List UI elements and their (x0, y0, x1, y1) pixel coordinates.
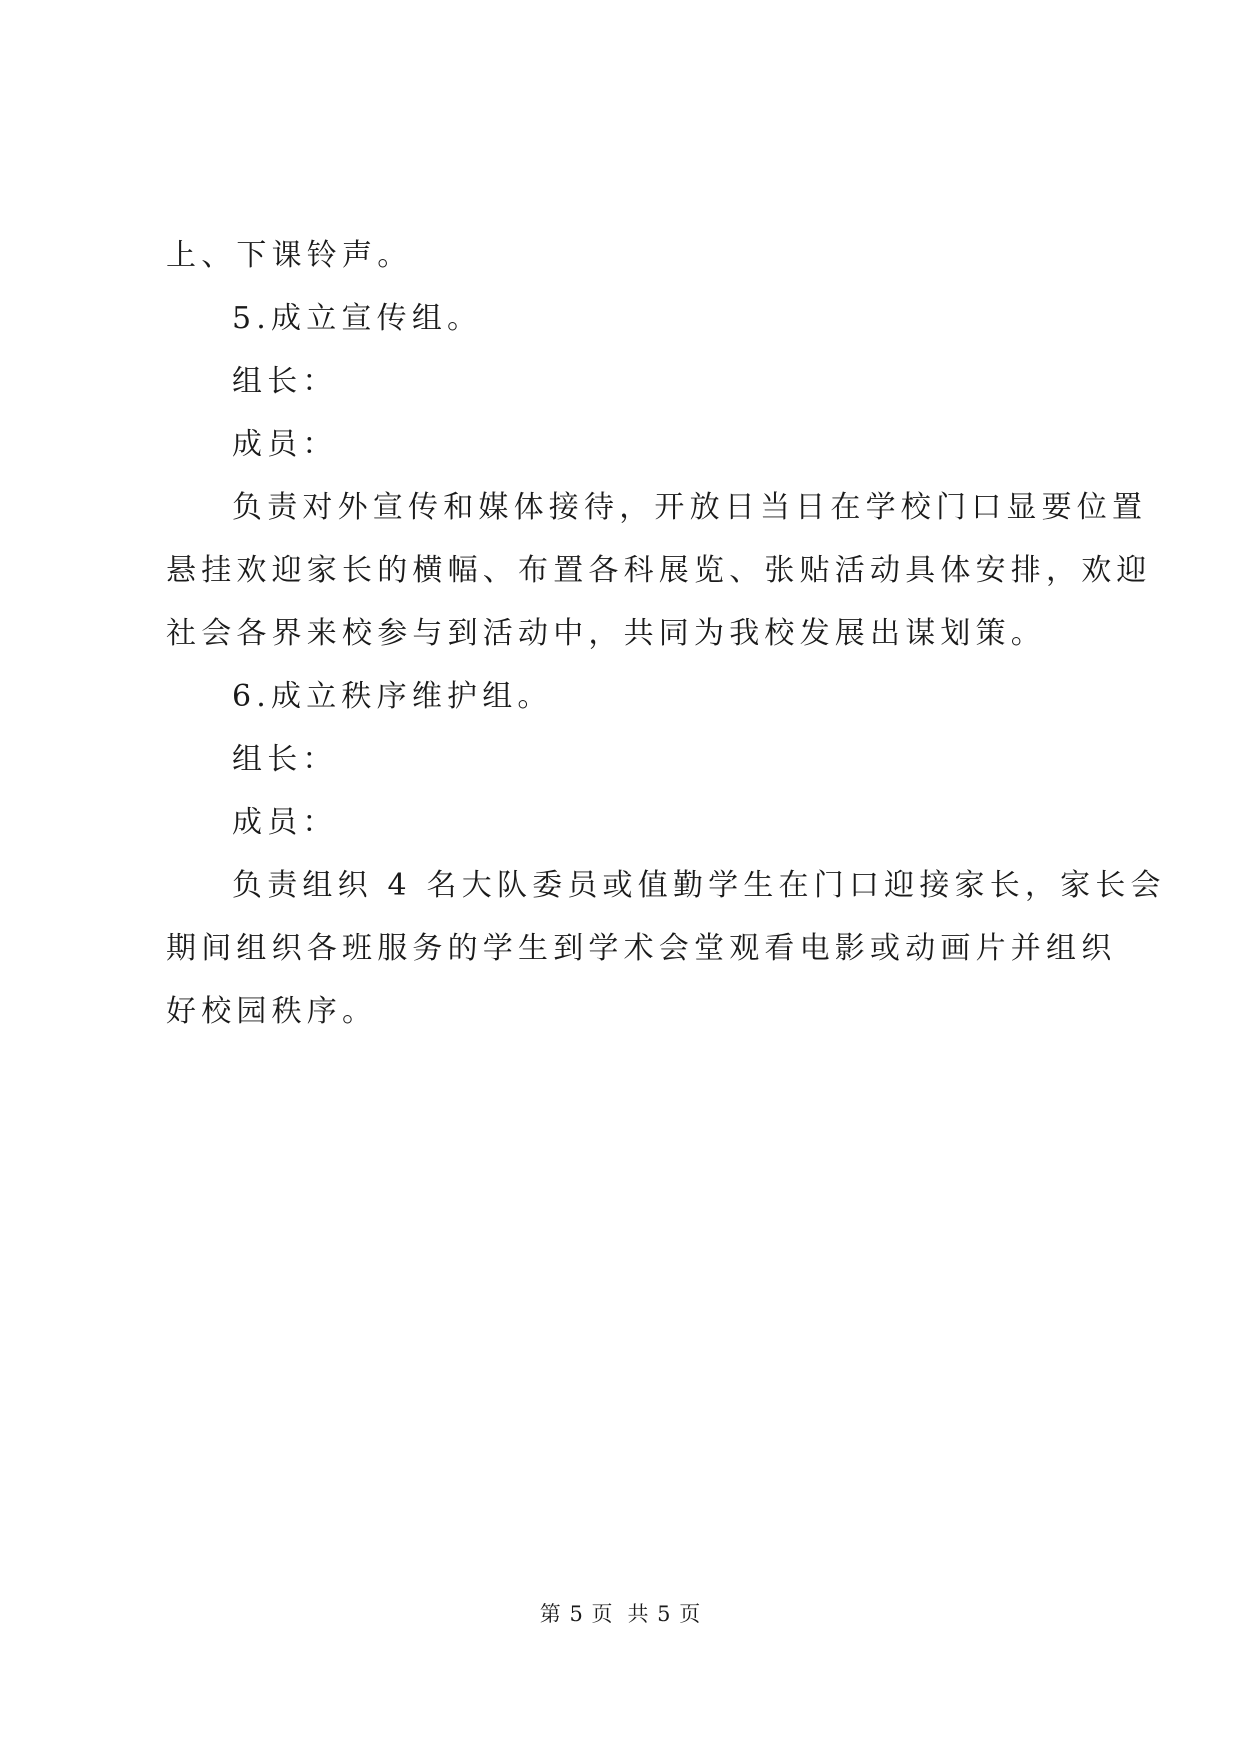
group-leader-label: 组长： (232, 742, 338, 777)
paragraph-line: 社会各界来校参与到活动中，共同为我校发展出谋划策。 (166, 616, 1046, 651)
section-heading-order: 6.成立秩序维护组。 (232, 679, 553, 714)
page-footer (0, 1598, 1241, 1628)
page-number: 第 5 页 (539, 1602, 614, 1626)
group-members-label: 成员： (232, 805, 338, 840)
group-leader-label: 组长： (232, 364, 338, 399)
group-members-label: 成员： (232, 427, 338, 462)
paragraph-line: 负责对外宣传和媒体接待，开放日当日在学校门口显要位置 (232, 490, 1148, 525)
section-heading-publicity: 5.成立宣传组。 (232, 301, 483, 336)
body-text (166, 224, 1166, 1043)
paragraph-line: 期间组织各班服务的学生到学术会堂观看电影或动画片并组织 (166, 931, 1117, 966)
paragraph-line: 好校园秩序。 (166, 994, 378, 1029)
paragraph-line: 悬挂欢迎家长的横幅、布置各科展览、张贴活动具体安排，欢迎 (166, 553, 1152, 588)
paragraph-line: 负责组织 4 名大队委员或值勤学生在门口迎接家长，家长会 (232, 868, 1166, 903)
text-line: 上、下课铃声。 (166, 238, 413, 273)
page-total: 共 5 页 (627, 1602, 702, 1626)
